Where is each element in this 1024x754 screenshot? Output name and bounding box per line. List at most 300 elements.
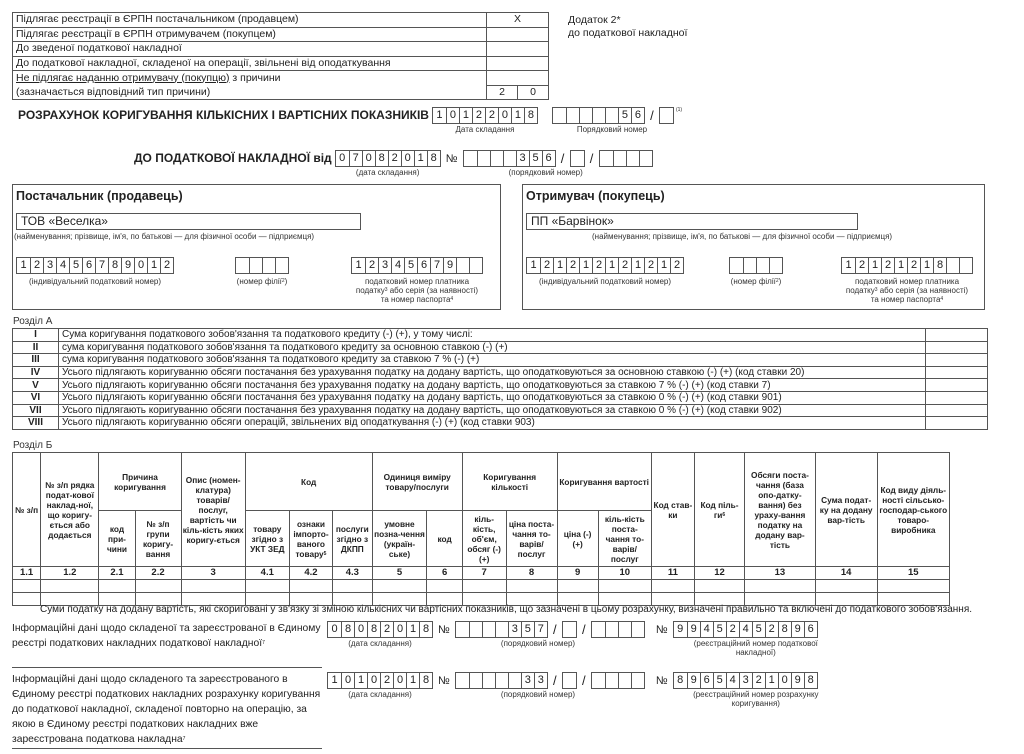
- footnote-mark: 7: [262, 640, 265, 646]
- info-invoice-number-part3[interactable]: [591, 621, 645, 638]
- digit-cell[interactable]: 2: [881, 258, 894, 273]
- digit-cell[interactable]: [618, 622, 631, 637]
- digit-cell[interactable]: 2: [765, 622, 778, 637]
- digit-cell[interactable]: 2: [160, 258, 173, 273]
- column-number: 5: [372, 567, 427, 580]
- digit-cell[interactable]: 2: [670, 258, 683, 273]
- footnote-mark: (1): [675, 107, 683, 113]
- digit-cell[interactable]: 6: [417, 258, 430, 273]
- info-invoice-reg-caption: [671, 639, 841, 657]
- slash: /: [553, 673, 557, 689]
- digit-cell[interactable]: 5: [752, 622, 765, 637]
- digit-cell[interactable]: 0: [362, 151, 375, 166]
- info-invoice-date-caption: (дата складання): [348, 639, 412, 648]
- digit-cell[interactable]: 0: [393, 622, 406, 637]
- digit-cell[interactable]: [456, 258, 469, 273]
- digit-cell[interactable]: [469, 622, 482, 637]
- digit-cell[interactable]: 9: [121, 258, 134, 273]
- digit-cell[interactable]: 0: [331, 623, 338, 636]
- digit-cell[interactable]: [469, 258, 482, 273]
- digit-cell[interactable]: 3: [534, 673, 547, 688]
- table-cell[interactable]: [427, 580, 462, 593]
- digit-cell[interactable]: 2: [30, 258, 43, 273]
- footnote-mark: 2: [775, 278, 779, 284]
- invoice-date-group: [335, 150, 441, 177]
- digit-cell[interactable]: [592, 622, 605, 637]
- digit-cell[interactable]: [592, 673, 605, 688]
- digit-cell[interactable]: 2: [380, 622, 393, 637]
- registration-value[interactable]: [487, 42, 549, 57]
- digit-cell[interactable]: 0: [367, 673, 380, 688]
- row-value[interactable]: [926, 391, 988, 404]
- digit-cell[interactable]: 7: [430, 258, 443, 273]
- digit-cell[interactable]: 2: [380, 673, 393, 688]
- table-cell[interactable]: [372, 580, 427, 593]
- info-invoice-date-group: [327, 621, 433, 648]
- digit-cell[interactable]: 6: [700, 673, 713, 688]
- info-invoice-reg-cells[interactable]: [673, 621, 818, 638]
- digit-cell[interactable]: [571, 151, 584, 166]
- buyer-name-field[interactable]: ПП «Барвінок»: [526, 213, 858, 230]
- col-header-uktzed: товару згідно з УКТ ЗЕД: [245, 511, 289, 567]
- digit-cell[interactable]: 1: [605, 258, 618, 273]
- digit-cell[interactable]: [613, 151, 626, 166]
- reason-digit[interactable]: 0: [517, 86, 548, 100]
- registration-value[interactable]: X: [487, 13, 549, 28]
- col-header-agri-code: Код виду діяль-ності сільсько-господар-ського товаро-виробника: [877, 453, 949, 567]
- info-invoice-number-part2[interactable]: [562, 621, 577, 638]
- calc-title-line: [18, 107, 682, 134]
- column-number: 10: [598, 567, 651, 580]
- digit-cell[interactable]: [464, 151, 477, 166]
- digit-cell[interactable]: 2: [566, 258, 579, 273]
- digit-cell[interactable]: [553, 108, 566, 123]
- digit-cell[interactable]: 1: [765, 673, 778, 688]
- supplier-ipn-cells[interactable]: [16, 257, 174, 274]
- digit-cell[interactable]: 4: [739, 622, 752, 637]
- registration-row: [13, 27, 549, 42]
- digit-cell[interactable]: [605, 673, 618, 688]
- supplier-branch-cells[interactable]: [235, 257, 289, 274]
- digit-cell[interactable]: 9: [791, 673, 804, 688]
- digit-cell[interactable]: 1: [414, 151, 427, 166]
- buyer-taxpayer-caption: [841, 277, 973, 304]
- supplier-branch-group: [235, 257, 289, 286]
- table-cell[interactable]: [694, 580, 744, 593]
- digit-cell[interactable]: 8: [367, 622, 380, 637]
- digit-cell[interactable]: 5: [618, 108, 631, 123]
- column-number: 12: [694, 567, 744, 580]
- digit-cell[interactable]: 1: [579, 258, 592, 273]
- digit-cell[interactable]: 1: [894, 258, 907, 273]
- row-value[interactable]: [926, 379, 988, 392]
- info-text: Інформаційні дані щодо складеної та зареєстрованої в Єдиному реєстрі податкових накладних податкової накладної: [12, 623, 321, 649]
- digit-cell[interactable]: [249, 258, 262, 273]
- digit-cell[interactable]: 1: [845, 259, 852, 272]
- digit-cell[interactable]: 1: [459, 108, 472, 123]
- buyer-taxpayer-cells[interactable]: [841, 257, 973, 274]
- row-number: VII: [13, 404, 59, 417]
- column-number: 4.1: [245, 567, 289, 580]
- info-calc-number-cells[interactable]: [455, 672, 548, 689]
- table-cell[interactable]: [99, 580, 135, 593]
- digit-cell[interactable]: 0: [498, 108, 511, 123]
- digit-cell[interactable]: 6: [631, 108, 644, 123]
- digit-cell[interactable]: [456, 622, 469, 637]
- digit-cell[interactable]: [605, 108, 618, 123]
- info-calc-number-part2[interactable]: [562, 672, 577, 689]
- section-b-label: Розділ Б: [13, 440, 53, 451]
- digit-cell[interactable]: 2: [752, 673, 765, 688]
- calc-number-suffix-cells[interactable]: [659, 107, 674, 124]
- column-number: 1.2: [41, 567, 99, 580]
- calc-date-cells[interactable]: [432, 107, 538, 124]
- digit-cell[interactable]: 8: [524, 108, 537, 123]
- col-header-import: [289, 511, 332, 567]
- digit-cell[interactable]: 8: [677, 674, 684, 687]
- table-cell[interactable]: [13, 593, 41, 606]
- digit-cell[interactable]: [639, 151, 652, 166]
- footnote-mark: 5: [323, 550, 327, 557]
- table-cell[interactable]: [181, 580, 245, 593]
- row-value[interactable]: [926, 329, 988, 342]
- buyer-taxpayer-group: [841, 257, 973, 304]
- header-row: [13, 453, 950, 511]
- digit-cell[interactable]: 2: [726, 622, 739, 637]
- digit-cell[interactable]: 7: [534, 622, 547, 637]
- digit-cell[interactable]: 3: [508, 622, 521, 637]
- digit-cell[interactable]: 6: [82, 258, 95, 273]
- digit-cell[interactable]: [605, 622, 618, 637]
- digit-cell[interactable]: 7: [349, 151, 362, 166]
- info-invoice-number-cells[interactable]: [455, 621, 548, 638]
- digit-cell[interactable]: [503, 151, 516, 166]
- digit-cell[interactable]: 1: [436, 109, 443, 122]
- digit-cell[interactable]: 9: [791, 622, 804, 637]
- caption-line: [841, 286, 973, 295]
- info-calc-date-cells[interactable]: [327, 672, 433, 689]
- digit-cell[interactable]: 1: [868, 258, 881, 273]
- table-cell[interactable]: [598, 580, 651, 593]
- table-cell[interactable]: [41, 580, 99, 593]
- digit-cell[interactable]: [495, 622, 508, 637]
- info-invoice-date-cells[interactable]: [327, 621, 433, 638]
- caption-line: [351, 286, 483, 295]
- buyer-ipn-group: [526, 257, 684, 286]
- digit-cell[interactable]: [631, 673, 644, 688]
- digit-cell[interactable]: [631, 622, 644, 637]
- row-value[interactable]: [926, 417, 988, 430]
- calc-number-cells[interactable]: [552, 107, 645, 124]
- digit-cell[interactable]: 3: [516, 151, 529, 166]
- digit-cell[interactable]: 1: [20, 259, 27, 272]
- digit-cell[interactable]: 1: [406, 673, 419, 688]
- not-provided-value[interactable]: [487, 71, 549, 86]
- digit-cell[interactable]: [579, 108, 592, 123]
- digit-cell[interactable]: [508, 673, 521, 688]
- digit-cell[interactable]: 1: [406, 622, 419, 637]
- digit-cell[interactable]: 4: [391, 258, 404, 273]
- digit-cell[interactable]: [660, 108, 673, 123]
- digit-cell[interactable]: [730, 258, 743, 273]
- caption-text: податку: [355, 286, 385, 295]
- caption-line: [351, 295, 483, 304]
- column-number: 2.1: [99, 567, 135, 580]
- info-calc-reg-caption: [671, 690, 841, 708]
- table-cell[interactable]: [289, 580, 332, 593]
- header-text: Код піль-ги: [700, 499, 739, 520]
- col-header-qty: кіль-кість, об'єм, обсяг (-) (+): [462, 511, 506, 567]
- registration-value[interactable]: [487, 56, 549, 71]
- digit-cell[interactable]: [946, 258, 959, 273]
- table-cell[interactable]: [651, 580, 694, 593]
- table-cell[interactable]: [462, 580, 506, 593]
- digit-cell[interactable]: 3: [43, 258, 56, 273]
- digit-cell[interactable]: 5: [521, 622, 534, 637]
- digit-cell[interactable]: 0: [401, 151, 414, 166]
- digit-cell[interactable]: 1: [631, 258, 644, 273]
- digit-cell[interactable]: [756, 258, 769, 273]
- branch-caption-text: (номер філії: [730, 277, 776, 286]
- digit-cell[interactable]: 2: [592, 258, 605, 273]
- digit-cell[interactable]: 5: [713, 673, 726, 688]
- digit-cell[interactable]: [490, 151, 503, 166]
- digit-cell[interactable]: 9: [687, 673, 700, 688]
- digit-cell[interactable]: 8: [778, 622, 791, 637]
- footnote-mark: 6: [722, 511, 726, 518]
- not-provided-label: [13, 71, 487, 86]
- column-number: 6: [427, 567, 462, 580]
- digit-cell[interactable]: 2: [907, 258, 920, 273]
- table-cell[interactable]: [333, 580, 372, 593]
- invoice-date-cells[interactable]: [335, 150, 441, 167]
- table-cell[interactable]: [557, 580, 598, 593]
- caption-line: податковий номер платника: [364, 277, 470, 286]
- digit-cell[interactable]: 1: [511, 108, 524, 123]
- digit-cell[interactable]: 1: [657, 258, 670, 273]
- table-cell[interactable]: [815, 580, 877, 593]
- digit-cell[interactable]: 5: [404, 258, 417, 273]
- footnote-mark: 4: [450, 296, 454, 302]
- digit-cell[interactable]: 1: [920, 258, 933, 273]
- calc-date-caption: Дата складання: [455, 125, 515, 134]
- digit-cell[interactable]: 8: [933, 258, 946, 273]
- digit-cell[interactable]: 5: [529, 151, 542, 166]
- caption-line: коригування): [731, 699, 780, 708]
- digit-cell[interactable]: 2: [618, 258, 631, 273]
- digit-cell[interactable]: 1: [354, 673, 367, 688]
- info-invoice-number-group: [433, 621, 645, 648]
- col-header-volume: Обсяги поста-чання (база опо-датку-вання) без ураху-вання податку на додану вар-тість: [745, 453, 816, 567]
- info-calc-number-caption: (порядковий номер): [500, 690, 576, 699]
- digit-cell[interactable]: 6: [542, 151, 555, 166]
- digit-cell[interactable]: 0: [778, 673, 791, 688]
- digit-cell[interactable]: [477, 151, 490, 166]
- info-calc-number-part3[interactable]: [591, 672, 645, 689]
- invoice-number-part3[interactable]: [599, 150, 653, 167]
- col-header-cost-qty: кіль-кість поста-чання то-варів/ послуг: [598, 511, 651, 567]
- row-value[interactable]: [926, 404, 988, 417]
- digit-cell[interactable]: 8: [108, 258, 121, 273]
- table-cell[interactable]: [13, 580, 41, 593]
- digit-cell[interactable]: 1: [147, 258, 160, 273]
- caption-line: (реєстраційний номер розрахунку: [693, 690, 819, 699]
- appendix-line-2: до податкової накладної: [568, 27, 688, 39]
- digit-cell[interactable]: 8: [419, 673, 432, 688]
- digit-cell[interactable]: 3: [521, 673, 534, 688]
- buyer-branch-group: [729, 257, 783, 286]
- supplier-name-field[interactable]: ТОВ «Веселка»: [16, 213, 361, 230]
- digit-cell[interactable]: 8: [419, 622, 432, 637]
- table-cell[interactable]: [877, 580, 949, 593]
- table-cell[interactable]: [245, 580, 289, 593]
- col-header-dkpp: послуги згідно з ДКПП: [333, 511, 372, 567]
- column-number: 7: [462, 567, 506, 580]
- col-header-unit-name: умовне позна-чення (україн-ське): [372, 511, 427, 567]
- digit-cell[interactable]: 2: [388, 151, 401, 166]
- row-value[interactable]: [926, 366, 988, 379]
- row-number: II: [13, 341, 59, 354]
- supplier-ipn-caption: (індивідуальний податковий номер): [28, 277, 162, 286]
- digit-cell[interactable]: [482, 622, 495, 637]
- digit-cell[interactable]: 5: [69, 258, 82, 273]
- slash: /: [560, 151, 565, 167]
- digit-cell[interactable]: [743, 258, 756, 273]
- digit-cell[interactable]: 0: [339, 152, 346, 165]
- digit-cell[interactable]: 0: [393, 673, 406, 688]
- digit-cell[interactable]: 8: [427, 151, 440, 166]
- appendix-line-1: Додаток 2*: [568, 14, 621, 26]
- digit-cell[interactable]: 4: [56, 258, 69, 273]
- digit-cell[interactable]: 2: [472, 108, 485, 123]
- supplier-ipn-group: [16, 257, 174, 286]
- row-text: Усього підлягають коригуванню обсяги постачання без урахування податку на додану вартість, що оподатковуються за ставкою 0 % (-) (+) (код ставки 901): [59, 391, 926, 404]
- digit-cell[interactable]: 8: [341, 622, 354, 637]
- invoice-number-part2[interactable]: [570, 150, 585, 167]
- number-sign: №: [655, 623, 668, 636]
- digit-cell[interactable]: [456, 673, 469, 688]
- reason-code-cells[interactable]: [487, 85, 549, 100]
- digit-cell[interactable]: 0: [341, 673, 354, 688]
- table-cell[interactable]: [745, 580, 816, 593]
- digit-cell[interactable]: 9: [677, 623, 684, 636]
- digit-cell[interactable]: 2: [644, 258, 657, 273]
- caption-text: податку: [845, 286, 875, 295]
- digit-cell[interactable]: [563, 673, 576, 688]
- digit-cell[interactable]: [592, 108, 605, 123]
- digit-cell[interactable]: 4: [726, 673, 739, 688]
- digit-cell[interactable]: 1: [331, 674, 338, 687]
- section-a-table: [12, 328, 988, 430]
- digit-cell[interactable]: 5: [713, 622, 726, 637]
- digit-cell[interactable]: [236, 258, 249, 273]
- digit-cell[interactable]: 0: [354, 622, 367, 637]
- table-cell[interactable]: [506, 580, 557, 593]
- row-text: Усього підлягають коригуванню обсяги постачання без урахування податку на додану вартість, що оподатковуються за ставкою 0 % (-) (+) (код ставки 902): [59, 404, 926, 417]
- digit-cell[interactable]: 2: [485, 108, 498, 123]
- buyer-branch-cells[interactable]: [729, 257, 783, 274]
- calc-number-caption: Порядковий номер: [576, 125, 648, 134]
- digit-cell[interactable]: [563, 622, 576, 637]
- info-calc-reg-cells[interactable]: [673, 672, 818, 689]
- digit-cell[interactable]: [618, 673, 631, 688]
- digit-cell[interactable]: 4: [700, 622, 713, 637]
- digit-cell[interactable]: 3: [739, 673, 752, 688]
- reason-digit[interactable]: 2: [499, 85, 505, 98]
- row-number: VIII: [13, 417, 59, 430]
- registration-row: [13, 71, 549, 86]
- footnote-mark: 3: [874, 287, 878, 293]
- digit-cell[interactable]: [626, 151, 639, 166]
- section-a-row: [13, 404, 988, 417]
- col-header-vat-sum: Сума подат-ку на додану вар-тість: [815, 453, 877, 567]
- column-number: 14: [815, 567, 877, 580]
- digit-cell[interactable]: 3: [378, 258, 391, 273]
- registration-value[interactable]: [487, 27, 549, 42]
- number-sign: №: [438, 674, 450, 687]
- table-cell[interactable]: [135, 580, 181, 593]
- digit-cell[interactable]: 9: [687, 622, 700, 637]
- digit-cell[interactable]: [495, 673, 508, 688]
- supplier-taxpayer-group: [351, 257, 483, 304]
- digit-cell[interactable]: 8: [804, 673, 817, 688]
- digit-cell[interactable]: 1: [530, 259, 537, 272]
- caption-text: та номер паспорта: [380, 295, 451, 304]
- col-header-unit: Одиниця виміру товару/послуги: [372, 453, 462, 511]
- row-value[interactable]: [926, 354, 988, 367]
- digit-cell[interactable]: [600, 151, 613, 166]
- digit-cell[interactable]: 1: [355, 259, 362, 272]
- digit-cell[interactable]: 9: [443, 258, 456, 273]
- section-a-row: [13, 354, 988, 367]
- slash: /: [650, 108, 654, 124]
- row-value[interactable]: [926, 341, 988, 354]
- col-header-desc: Опис (номен-клатура) товарів/ послуг, вартість чи кіль-кість яких коригу-ється: [181, 453, 245, 567]
- digit-cell[interactable]: [482, 673, 495, 688]
- header-text: ознаки імпорто-ваного товару: [293, 518, 329, 559]
- footnote-mark: 2: [281, 278, 285, 284]
- digit-cell[interactable]: 8: [375, 151, 388, 166]
- digit-cell[interactable]: [959, 258, 972, 273]
- supplier-taxpayer-cells[interactable]: [351, 257, 483, 274]
- slash: /: [582, 673, 586, 689]
- digit-cell[interactable]: [469, 673, 482, 688]
- digit-cell[interactable]: [769, 258, 782, 273]
- buyer-ipn-cells[interactable]: [526, 257, 684, 274]
- digit-cell[interactable]: 7: [95, 258, 108, 273]
- supplier-taxpayer-caption: [351, 277, 483, 304]
- footnote-mark: 7: [182, 736, 186, 742]
- section-a-label: Розділ А: [13, 316, 53, 327]
- digit-cell[interactable]: [275, 258, 288, 273]
- digit-cell[interactable]: 2: [855, 258, 868, 273]
- digit-cell[interactable]: 0: [446, 108, 459, 123]
- column-number: 1.1: [13, 567, 41, 580]
- col-header-reason: Причина коригування: [99, 453, 181, 511]
- digit-cell[interactable]: [262, 258, 275, 273]
- column-number: 13: [745, 567, 816, 580]
- digit-cell[interactable]: 2: [365, 258, 378, 273]
- invoice-number-cells[interactable]: [463, 150, 556, 167]
- digit-cell[interactable]: 6: [804, 622, 817, 637]
- digit-cell[interactable]: [566, 108, 579, 123]
- invoice-number-group: [441, 150, 653, 177]
- registration-label: До зведеної податкової накладної: [13, 42, 487, 57]
- digit-cell[interactable]: 0: [134, 258, 147, 273]
- section-a-row: [13, 391, 988, 404]
- digit-cell[interactable]: 1: [553, 258, 566, 273]
- digit-cell[interactable]: 2: [540, 258, 553, 273]
